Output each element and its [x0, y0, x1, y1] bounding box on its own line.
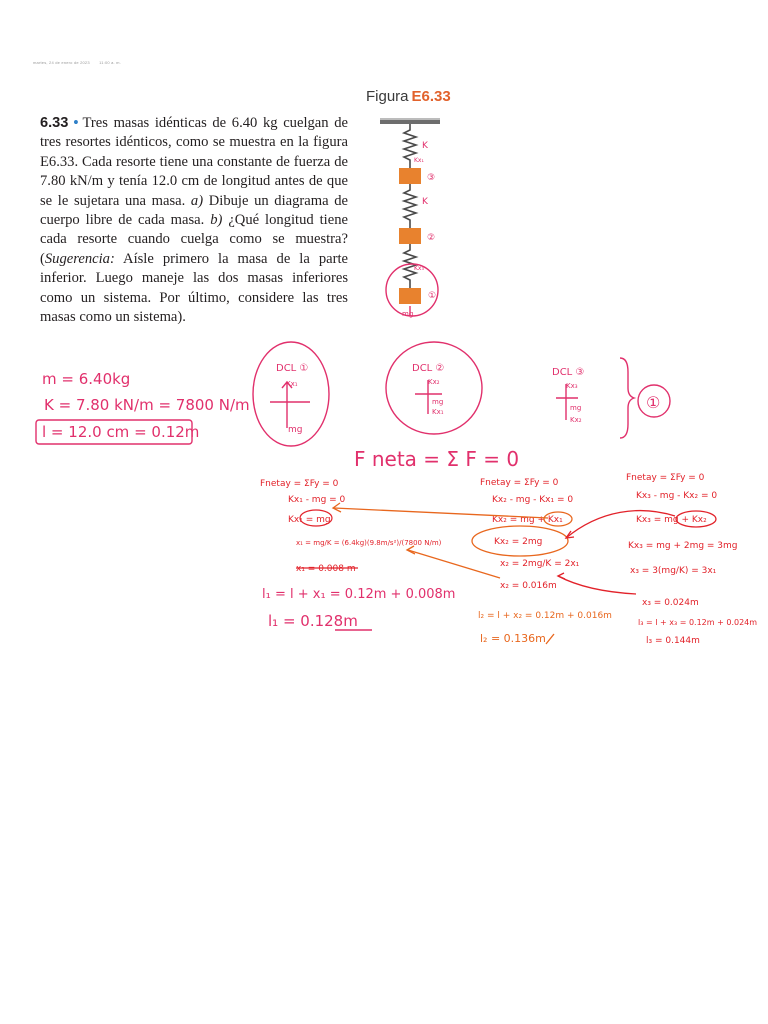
part-b-label: b)	[210, 212, 223, 229]
c2-line-5: x₂ = 0.016m	[500, 581, 557, 591]
difficulty-bullet: •	[73, 115, 79, 131]
dcl2-down-kx: Kx₁	[432, 408, 444, 416]
c3-length-result: l₃ = 0.144m	[646, 636, 700, 646]
fig-note-kx1: Kx₁	[414, 157, 424, 164]
c1-line-0: Fnetay = ΣFy = 0	[260, 479, 339, 489]
c1-line-1: Kx₁ - mg = 0	[288, 495, 346, 505]
problem-text-4: Aísle primero la masa de la parte inferior. Luego maneje las dos masas inferiores como un sistema. Por último, considere las tres masas como un sistema).	[40, 250, 348, 326]
fig-note-circle3: ③	[427, 173, 436, 183]
fig-note-circle2: ②	[427, 233, 436, 243]
figure-caption-prefix: Figura	[366, 88, 409, 105]
timestamp-time: 11:00 a. m.	[99, 60, 122, 65]
c3-line-3: Kx₃ = mg + 2mg = 3mg	[628, 541, 738, 551]
c1-length-result: l₁ = 0.128m	[268, 612, 358, 630]
c3-line-1: Kx₃ - mg - Kx₂ = 0	[636, 491, 718, 501]
c1-line-3: x₁ = mg/K = (6.4kg)(9.8m/s²)/(7800 N/m)	[296, 539, 442, 547]
c2-line-4: x₂ = 2mg/K = 2x₁	[500, 559, 580, 569]
part-a-label: a)	[190, 192, 204, 209]
dcl2-circle	[386, 342, 482, 434]
dcl1-down-force: mg	[288, 425, 303, 435]
problem-text-1: Tres masas idénticas de 6.40 kg cuelgan de tres resortes idénticos, como se muestra en la figura E6.33. Cada resorte tiene una constante de fuerza de 7.80 kN/m y tenía 12.0 cm de longitud antes de que se le sujetara una masa.	[40, 115, 348, 209]
dcl2-up-force: Kx₂	[428, 378, 440, 386]
arrow-x3-to-x2	[558, 576, 636, 594]
dcl3-down-kx: Kx₂	[570, 416, 582, 424]
problem-number: 6.33	[40, 115, 69, 131]
c2-length-result: l₂ = 0.136m	[480, 632, 546, 645]
dcl3-down-mg: mg	[570, 404, 582, 412]
figure-caption-id: E6.33	[411, 88, 451, 105]
timestamp-date: martes, 24 de enero de 2023	[33, 60, 90, 65]
c3-line-5: x₃ = 0.024m	[642, 598, 699, 608]
c3-line-0: Fnetay = ΣFy = 0	[626, 473, 705, 483]
c3-line-4: x₃ = 3(mg/K) = 3x₁	[630, 566, 717, 576]
arrowhead-x3	[558, 573, 565, 579]
c3-length-eq: l₃ = l + x₃ = 0.12m + 0.024m	[638, 618, 758, 627]
dcl-brace	[620, 358, 634, 438]
fig-note-mg: mg	[402, 310, 414, 318]
c2-line-1: Kx₂ - mg - Kx₁ = 0	[492, 495, 574, 505]
c1-line-4: x₁ = 0.008 m	[296, 564, 356, 574]
dcl1-title: DCL ①	[276, 363, 309, 374]
brace-label: ①	[646, 393, 661, 412]
fig-note-kx3: Kx₃	[414, 265, 424, 272]
c1-length-eq: l₁ = l + x₁ = 0.12m + 0.008m	[262, 587, 456, 602]
arrowhead-x2	[407, 546, 415, 554]
c2-line-2: Kx₂ = mg + Kx₁	[492, 515, 563, 525]
arrow-x2-to-x1	[408, 550, 500, 578]
c2-result-mark	[546, 634, 554, 644]
fig-note-k1: K	[422, 141, 428, 151]
arrow-kx1-to-mg	[334, 508, 548, 518]
c2-length-eq: l₂ = l + x₂ = 0.12m + 0.016m	[478, 611, 612, 621]
equilibrium-statement: F neta = Σ F = 0	[354, 447, 520, 471]
c2-line-0: Fnetay = ΣFy = 0	[480, 478, 559, 488]
c1-line-2: Kx₁ = mg	[288, 515, 331, 525]
dcl3-title: DCL ③	[552, 367, 585, 378]
dcl3-up-force: Kx₃	[566, 382, 578, 390]
dcl2-down-mg: mg	[432, 398, 444, 406]
fig-note-circle1: ①	[428, 291, 437, 301]
hint-label: Sugerencia:	[44, 250, 115, 267]
given-mass: m = 6.40kg	[42, 370, 131, 388]
c2-line-3: Kx₂ = 2mg	[494, 537, 543, 547]
dcl1-up-force: Kx₁	[286, 380, 298, 388]
c3-line-2: Kx₃ = mg + Kx₂	[636, 515, 707, 525]
fig-note-k2: K	[422, 197, 428, 207]
given-spring-constant: K = 7.80 kN/m = 7800 N/m	[44, 396, 250, 414]
problem-text-3: ¿Qué longitud tiene cada resorte cuando cuelga como se muestra? (	[40, 212, 348, 267]
given-length: l = 12.0 cm = 0.12m	[42, 423, 200, 441]
problem-text-2: Dibuje un diagrama de cuerpo libre de cada masa.	[40, 192, 348, 229]
dcl2-title: DCL ②	[412, 363, 445, 374]
